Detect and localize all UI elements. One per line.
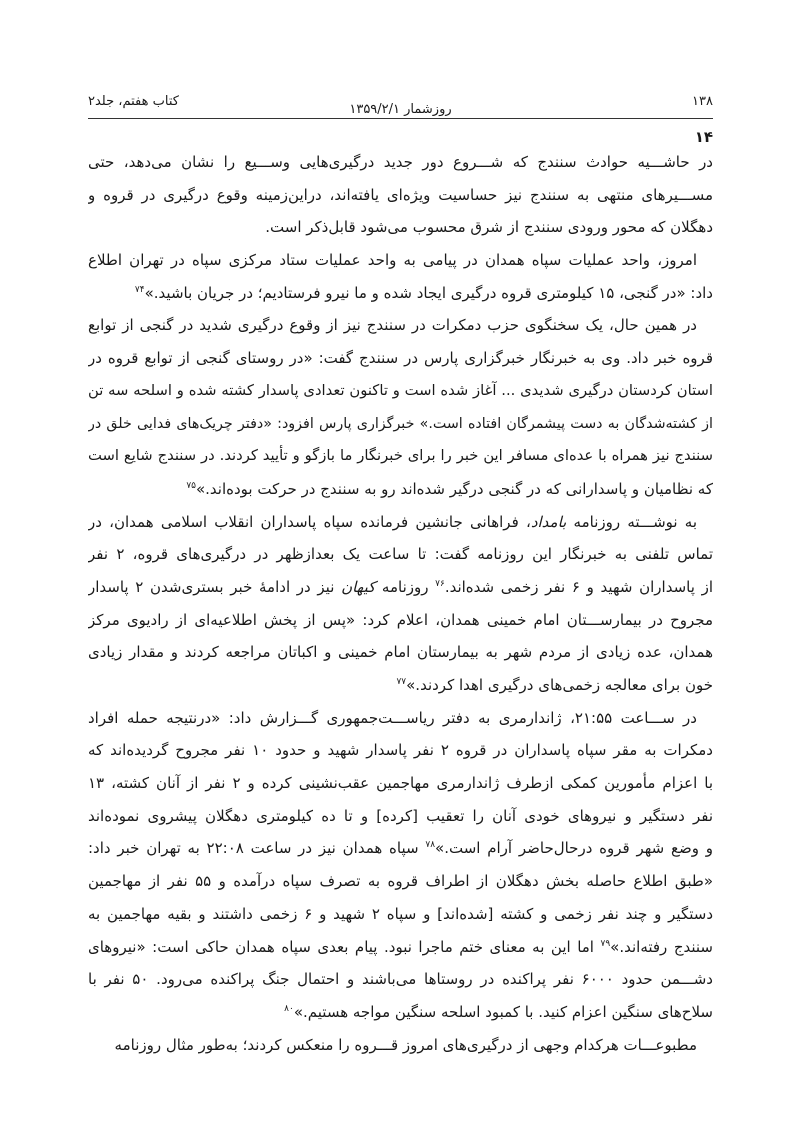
paragraph bbox=[88, 309, 713, 505]
text-run: مطبوعـــات هرکدام وجهی از درگیری‌های امروز قـــروه را منعکس کردند؛ به‌طور مثال روزنامه bbox=[114, 1035, 697, 1054]
text-run: «طبق اطلاع حاصله بخش دهگلان از اطراف قروه به تصرف سپاه درآمده و ۵۵ نفر از مهاجمین bbox=[88, 872, 713, 891]
newspaper-title: کیهان bbox=[341, 577, 376, 596]
text-run: دستگیر و چند نفر زخمی و کشته [شده‌اند] و سپاه ۲ شهید و ۶ زخمی داشتند و بقیه مهاجمین به bbox=[88, 904, 713, 923]
text-line bbox=[88, 734, 713, 767]
header-rule bbox=[88, 118, 713, 119]
text-run: ، فراهانی جانشین فرمانده سپاه پاسداران انقلاب اسلامی همدان، در bbox=[88, 512, 531, 531]
text-run: روزنامه bbox=[375, 577, 436, 596]
text-run: مجروح در بیمارســـتان امام خمینی همدان، اعلام کرد: «پس از پخش اطلاعیه‌ای از رادیوی مرکز bbox=[88, 610, 713, 629]
text-line bbox=[88, 636, 713, 669]
text-line bbox=[88, 538, 713, 571]
text-run: مســـیرهای منتهی به سنندج نیز حساسیت ویژه‌ای یافته‌اند، دراین‌زمینه وقوع درگیری در قروه و bbox=[88, 185, 713, 204]
text-run: تماس تلفنی به خبرنگار این روزنامه گفت: تا ساعت یک بعدازظهر در درگیری‌های قروه، ۲ نفر bbox=[88, 545, 713, 564]
running-title: روزشمار ۱۳۵۹/۲/۱ bbox=[339, 102, 461, 117]
page-number: ۱۳۸ bbox=[692, 94, 713, 109]
section-number: ۱۴ bbox=[694, 128, 713, 146]
text-line bbox=[88, 506, 713, 539]
text-line bbox=[88, 473, 713, 506]
text-line bbox=[88, 800, 713, 833]
text-run: از کشته‌شدگان به دست پیشمرگان افتاده است.» خبرگزاری پارس افزود: «دفتر چریک‌های فدایی خلق در bbox=[88, 415, 713, 432]
footnote-ref: ۸۰ bbox=[284, 1003, 294, 1014]
text-run: امروز، واحد عملیات سپاه همدان در پیامی به واحد عملیات ستاد مرکزی سپاه در تهران اطلاع bbox=[88, 251, 697, 270]
text-line bbox=[88, 440, 713, 473]
text-run: دهگلان که محور ورودی سنندج از شرق محسوب می‌شود قابل‌ذکر است. bbox=[265, 218, 713, 237]
text-line bbox=[88, 702, 713, 735]
footnote-ref: ۷۵ bbox=[186, 480, 196, 491]
text-line bbox=[88, 146, 713, 179]
text-run: همدان، عده زیادی از مردم شهر به بیمارستان امام خمینی و اکباتان مراجعه کردند و مقدار زیادی bbox=[88, 643, 713, 662]
paragraph bbox=[88, 702, 713, 1029]
text-line bbox=[88, 865, 713, 898]
text-line bbox=[88, 211, 713, 244]
text-line bbox=[88, 963, 713, 996]
text-line bbox=[88, 179, 713, 212]
newspaper-title: بامداد bbox=[530, 512, 567, 531]
page-header bbox=[88, 94, 713, 118]
text-run: که نظامیان و پاسدارانی که در گنجی درگیر شده‌اند رو به سنندج در حرکت بوده‌اند.» bbox=[195, 479, 713, 498]
text-line bbox=[88, 832, 713, 865]
text-run: سنندج رفته‌اند.» bbox=[610, 937, 713, 956]
paragraph bbox=[88, 506, 713, 702]
text-run: سلاح‌های سنگین اعزام کنید. با کمبود اسلحه سنگین مواجه هستیم.» bbox=[293, 1002, 713, 1021]
text-run: خون برای معالجه زخمی‌های درگیری اهدا کردند.» bbox=[406, 676, 713, 694]
text-run: در ســـاعت ۲۱:۵۵، ژاندارمری به دفتر ریاســـت‌جمهوری گـــزارش داد: «درنتیجه حمله افراد bbox=[88, 708, 697, 727]
footnote-ref: ۷۹ bbox=[600, 938, 611, 949]
text-run: استان کردستان درگیری شدیدی ... آغاز شده است و تاکنون تعدادی پاسدار کشته شده و اسلحه سه تن bbox=[88, 381, 713, 399]
text-run: و وضع شهر قروه درحال‌حاضر آرام است.» bbox=[435, 839, 713, 858]
text-run: اما این به معنای ختم ماجرا نبود. پیام بعدی سپاه همدان حاکی است: «نیروهای bbox=[88, 937, 601, 956]
text-line bbox=[88, 1029, 713, 1062]
text-run: نفر دستگیر و نیروهای خودی آنان را تعقیب [کرده] و تا ده کیلومتری دهگلان پیشروی نموده‌اند bbox=[88, 806, 713, 825]
text-line bbox=[88, 375, 713, 408]
text-line bbox=[88, 669, 713, 702]
text-line bbox=[88, 571, 713, 604]
text-line bbox=[88, 996, 713, 1029]
text-line bbox=[88, 408, 713, 441]
text-line bbox=[88, 244, 713, 277]
footnote-ref: ۷۴ bbox=[134, 284, 145, 295]
text-run: داد: «در گنجی، ۱۵ کیلومتری قروه درگیری ایجاد شده و ما نیرو فرستادیم؛ در جریان باشید.» bbox=[144, 283, 713, 302]
paragraph bbox=[88, 244, 713, 309]
text-run: با اعزام مأمورین کمکی ازطرف ژاندارمری مهاجمین عقب‌نشینی کرده و ۲ نفر از آنان کشته، ۱۳ bbox=[88, 774, 713, 793]
text-run: در همین حال، یک سخنگوی حزب دمکرات در سنندج نیز از وقوع درگیری شدید در گنجی از توابع bbox=[88, 316, 697, 335]
text-run: به نوشـــته روزنامه bbox=[566, 512, 697, 531]
text-run: سنندج نیز همراه با عده‌ای مسافر این خبر را برای خبرنگار ما بازگو و تأیید کردند. در سنندج شایع است bbox=[88, 447, 713, 465]
text-line bbox=[88, 342, 713, 375]
text-run: دمکرات به مقر سپاه پاسداران در قروه ۲ نفر پاسدار شهید و حدود ۱۰ نفر مجروح گردیده‌اند که bbox=[88, 741, 713, 760]
text-line bbox=[88, 931, 713, 964]
body-text bbox=[88, 146, 713, 1061]
text-line bbox=[88, 604, 713, 637]
paragraph bbox=[88, 1029, 713, 1062]
text-line bbox=[88, 309, 713, 342]
paragraph bbox=[88, 146, 713, 244]
text-run: قروه خبر داد. وی به خبرنگار خبرگزاری پارس در سنندج گفت: «در روستای گنجی از توابع قروه در bbox=[88, 349, 713, 368]
text-line bbox=[88, 277, 713, 310]
footnote-ref: ۷۶ bbox=[435, 578, 445, 589]
text-run: در حاشـــیه حوادث سنندج که شـــروع دور جدید درگیری‌هایی وســـیع را نشان می‌دهد، حتی bbox=[88, 153, 713, 171]
text-run: از پاسداران شهید و ۶ نفر زخمی شده‌اند. bbox=[444, 577, 713, 596]
text-line bbox=[88, 898, 713, 931]
text-run: نیز در ادامهٔ خبر بستری‌شدن ۲ پاسدار bbox=[88, 577, 342, 596]
text-run: سپاه همدان نیز در ساعت ۲۲:۰۸ به تهران خبر داد: bbox=[88, 839, 426, 858]
text-run: دشـــمن حدود ۶۰۰۰ نفر پراکنده در روستاها می‌باشند و احتمال جنگ پراکنده می‌رود. ۵۰ نفر با bbox=[88, 970, 713, 989]
text-line bbox=[88, 767, 713, 800]
footnote-ref: ۷۷ bbox=[396, 677, 407, 687]
book-title: کتاب هفتم، جلد۲ bbox=[88, 94, 179, 109]
footnote-ref: ۷۸ bbox=[425, 840, 436, 851]
